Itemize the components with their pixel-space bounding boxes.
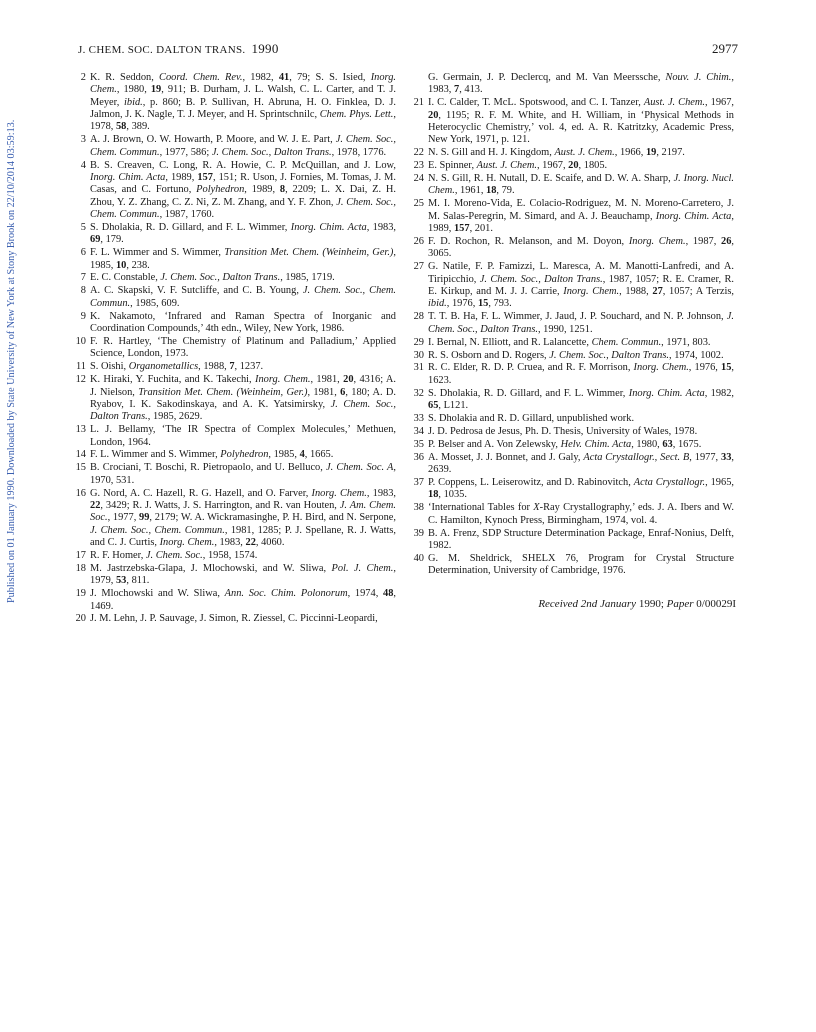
reference-number: 19 bbox=[75, 588, 86, 600]
reference-number: 15 bbox=[75, 462, 86, 474]
reference-text: N. S. Gill and H. J. Kingdom, Aust. J. Chem., 1966, 19, 2197. bbox=[428, 147, 685, 159]
reference-entry bbox=[75, 449, 396, 461]
reference-number: 37 bbox=[413, 477, 424, 489]
reference-entry bbox=[413, 438, 734, 451]
reference-text: A. J. Brown, O. W. Howarth, P. Moore, and W. J. E. Part, J. Chem. Soc., Chem. Commun., 1977, 586; J. Chem. Soc., Dalton Trans., 1978, 1776. bbox=[90, 134, 396, 158]
reference-text: F. R. Hartley, ‘The Chemistry of Platinum and Palladium,’ Applied Science, London, 1973. bbox=[90, 335, 396, 360]
paper-label: Paper bbox=[666, 598, 694, 610]
reference-entry bbox=[413, 311, 734, 336]
reference-number: 39 bbox=[413, 527, 424, 539]
reference-text: A. Mosset, J. J. Bonnet, and J. Galy, Acta Crystallogr., Sect. B, 1977, 33, 2639. bbox=[428, 451, 735, 476]
reference-number: 17 bbox=[75, 549, 86, 561]
reference-entry bbox=[413, 502, 734, 527]
reference-number: 22 bbox=[413, 147, 424, 159]
reference-entry bbox=[75, 361, 396, 373]
reference-number: 33 bbox=[413, 413, 424, 424]
reference-number: 12 bbox=[75, 374, 86, 386]
references-right-column bbox=[413, 72, 735, 578]
reference-entry bbox=[75, 335, 396, 361]
reference-number: 8 bbox=[80, 285, 86, 297]
reference-text: I. Bernal, N. Elliott, and R. Lalancette, Chem. Commun., 1971, 803. bbox=[428, 336, 711, 348]
reference-number: 2 bbox=[80, 72, 86, 83]
reference-text: J. Mlochowski and W. Sliwa, Ann. Soc. Chim. Polonorum, 1974, 48, 1469. bbox=[90, 588, 396, 612]
reference-text: J. D. Pedrosa de Jesus, Ph. D. Thesis, University of Wales, 1978. bbox=[428, 425, 698, 437]
reference-entry bbox=[413, 349, 734, 362]
reference-number: 3 bbox=[80, 134, 86, 146]
reference-text: B. Crociani, T. Boschi, R. Pietropaolo, and U. Belluco, J. Chem. Soc. A, 1970, 531. bbox=[90, 462, 396, 486]
page-number: 2977 bbox=[712, 41, 738, 56]
reference-entry bbox=[80, 272, 396, 284]
reference-entry bbox=[80, 311, 396, 336]
reference-number: 13 bbox=[75, 424, 86, 436]
reference-number: 18 bbox=[75, 562, 86, 574]
reference-entry bbox=[413, 413, 734, 425]
reference-number: 28 bbox=[413, 311, 424, 323]
reference-text: I. C. Calder, T. McL. Spotswood, and C. I. Tanzer, Aust. J. Chem., 1967, 20, 1195; R. F. M. White, and H. William, in ‘Physical Methods in Heterocyclic Chemistry,’ vol. 4, ed. A. R. Katritzky, Academic Press, New York, 1971, p. 121. bbox=[428, 97, 735, 146]
reference-entry bbox=[413, 236, 734, 261]
reference-text: M. I. Moreno-Vida, E. Colacio-Rodriguez, M. N. Moreno-Carretero, J. M. Salas-Peregrin, M. Simard, and A. J. Beauchamp, Inorg. Chim. Acta, 1989, 157, 201. bbox=[428, 198, 734, 235]
reference-text: E. C. Constable, J. Chem. Soc., Dalton Trans., 1985, 1719. bbox=[90, 272, 335, 284]
reference-text: P. Belser and A. Von Zelewsky, Helv. Chim. Acta, 1980, 63, 1675. bbox=[428, 438, 702, 450]
reference-entry bbox=[413, 451, 735, 477]
reference-entry bbox=[413, 97, 735, 146]
references-left-column bbox=[75, 72, 397, 626]
reference-text: L. J. Bellamy, ‘The IR Spectra of Complex Molecules,’ Methuen, London, 1964. bbox=[90, 424, 396, 448]
reference-number: 35 bbox=[413, 438, 424, 450]
reference-entry bbox=[75, 562, 396, 588]
reference-number: 30 bbox=[413, 349, 424, 361]
reference-number: 36 bbox=[413, 451, 424, 463]
reference-text: N. S. Gill, R. H. Nutall, D. E. Scaife, and D. W. A. Sharp, J. Inorg. Nucl. Chem., 1961, 18, 79. bbox=[428, 173, 734, 197]
reference-text: T. T. B. Ha, F. L. Wimmer, J. Jaud, J. P. Souchard, and N. P. Johnson, J. Chem. Soc., Dalton Trans., 1990, 1251. bbox=[428, 311, 734, 335]
reference-text: B. A. Frenz, SDP Structure Determination Package, Enraf-Nonius, Delft, 1982. bbox=[428, 527, 734, 551]
reference-text: J. M. Lehn, J. P. Sauvage, J. Simon, R. Ziessel, C. Piccinni-Leopardi, bbox=[90, 613, 378, 625]
received-year: 1990; bbox=[638, 598, 664, 610]
reference-number: 21 bbox=[413, 97, 424, 109]
reference-entry bbox=[80, 285, 396, 310]
reference-number: 31 bbox=[413, 362, 424, 374]
reference-entry bbox=[413, 362, 734, 387]
reference-entry bbox=[75, 462, 396, 487]
paper-id: 0/00029I bbox=[696, 598, 736, 610]
reference-text: A. C. Skapski, V. F. Sutcliffe, and C. B. Young, J. Chem. Soc., Chem. Commun., 1985, 609. bbox=[90, 285, 396, 309]
reference-number: 38 bbox=[413, 502, 424, 514]
reference-text: B. S. Creaven, C. Long, R. A. Howie, C. P. McQuillan, and J. Low, Inorg. Chim. Acta, 1989, 157, 151; R. Uson, J. Fornies, M. Tomas, J. M. Casas, and C. Fortuno, Polyhedron, 1989, 8, 2209; L. X. Dai, Z. H. Zhou, Y. Z. Zhang, C. Z. Ni, Z. M. Zhang, and Y. F. Zhon, J. Chem. Soc., Chem. Commun., 1987, 1760. bbox=[90, 159, 397, 220]
reference-entry bbox=[413, 477, 734, 502]
reference-number: 26 bbox=[413, 236, 424, 248]
reference-text: G. Germain, J. P. Declercq, and M. Van Meerssche, Nouv. J. Chim., 1983, 7, 413. bbox=[428, 72, 734, 96]
reference-entry bbox=[413, 198, 734, 235]
reference-entry bbox=[75, 549, 396, 562]
reference-number: 16 bbox=[75, 487, 86, 499]
reference-number: 4 bbox=[80, 159, 86, 171]
reference-text: F. L. Wimmer and S. Wimmer, Transition Met. Chem. (Weinheim, Ger.), 1985, 10, 238. bbox=[90, 247, 396, 271]
reference-number: 11 bbox=[75, 361, 86, 373]
reference-number: 29 bbox=[413, 336, 424, 348]
received-line bbox=[418, 598, 736, 610]
reference-text: S. Dholakia, R. D. Gillard, and F. L. Wimmer, Inorg. Chim. Acta, 1982, 65, L121. bbox=[428, 387, 734, 412]
reference-number: 10 bbox=[75, 335, 86, 347]
reference-number: 40 bbox=[413, 552, 424, 564]
reference-text: K. Hiraki, Y. Fuchita, and K. Takechi, Inorg. Chem., 1981, 20, 4316; A. J. Nielson, Transition Met. Chem. (Weinheim, Ger.), 1981, 6, 180; A. D. Ryabov, I. K. Sakodinskaya, and A. K. Yatsimirsky, J. Chem. Soc., Dalton Trans., 1985, 2629. bbox=[90, 374, 396, 423]
reference-text: S. Oishi, Organometallics, 1988, 7, 1237. bbox=[90, 361, 264, 373]
download-notice: Published on 01 January 1990. Downloaded by State University of New York at Stony Brook on 22/10/2014 03:59:13. bbox=[6, 120, 17, 604]
reference-entry bbox=[413, 160, 734, 172]
reference-number: 27 bbox=[413, 261, 424, 273]
reference-entry bbox=[75, 588, 396, 613]
reference-entry bbox=[413, 336, 734, 349]
reference-text: R. C. Elder, R. D. P. Cruea, and R. F. Morrison, Inorg. Chem., 1976, 15, 1623. bbox=[428, 362, 734, 386]
reference-text: R. F. Homer, J. Chem. Soc., 1958, 1574. bbox=[90, 549, 258, 561]
reference-text: F. L. Wimmer and S. Wimmer, Polyhedron, 1985, 4, 1665. bbox=[90, 449, 334, 461]
journal-name: J. CHEM. SOC. DALTON TRANS. bbox=[78, 44, 246, 56]
reference-entry bbox=[413, 173, 734, 198]
reference-text: F. D. Rochon, R. Melanson, and M. Doyon, Inorg. Chem., 1987, 26, 3065. bbox=[428, 236, 734, 260]
reference-text: P. Coppens, L. Leiserowitz, and D. Rabinovitch, Acta Crystallogr., 1965, 18, 1035. bbox=[428, 477, 734, 501]
journal-running-head bbox=[78, 41, 279, 57]
reference-text: S. Dholakia, R. D. Gillard, and F. L. Wimmer, Inorg. Chim. Acta, 1983, 69, 179. bbox=[90, 221, 396, 246]
reference-text: M. Jastrzebska-Glapa, J. Mlochowski, and W. Sliwa, Pol. J. Chem., 1979, 53, 811. bbox=[90, 562, 396, 587]
reference-entry bbox=[80, 247, 396, 272]
reference-entry bbox=[80, 72, 396, 134]
received-label: Received bbox=[538, 598, 579, 610]
reference-text: S. Dholakia and R. D. Gillard, unpublished work. bbox=[428, 413, 635, 424]
reference-number: 34 bbox=[413, 425, 424, 437]
reference-entry bbox=[413, 147, 734, 159]
reference-entry bbox=[75, 424, 396, 449]
reference-number: 25 bbox=[413, 198, 424, 210]
reference-entry bbox=[413, 425, 734, 438]
reference-number: 14 bbox=[75, 449, 86, 461]
reference-number: 32 bbox=[413, 387, 424, 399]
reference-text: K. Nakamoto, ‘Infrared and Raman Spectra of Inorganic and Coordination Compounds,’ 4th edn., Wiley, New York, 1986. bbox=[90, 310, 396, 335]
reference-text: G. M. Sheldrick, SHELX 76, Program for Crystal Structure Determination, University of Cambridge, 1976. bbox=[428, 552, 734, 577]
reference-entry bbox=[75, 613, 396, 625]
reference-text: K. R. Seddon, Coord. Chem. Rev., 1982, 41, 79; S. S. Isied, Inorg. Chem., 1980, 19, 911; B. Durham, J. L. Walsh, C. L. Carter, and T. J. Meyer, ibid., p. 860; B. P. Sullivan, H. Abruna, H. O. Finklea, D. J. Jalmon, J. K. Nagle, T. J. Meyer, and H. Sprintschnilc, Chem. Phys. Lett., 1978, 58, 389. bbox=[90, 72, 397, 133]
reference-entry bbox=[80, 134, 396, 159]
reference-number: 9 bbox=[80, 310, 86, 322]
reference-entry bbox=[80, 160, 396, 222]
reference-number: 6 bbox=[80, 247, 86, 259]
reference-text: ‘International Tables for X-Ray Crystallography,’ eds. J. A. Ibers and W. C. Hamilton, Kynoch Press, Birmingham, 1974, vol. 4. bbox=[428, 502, 734, 526]
reference-text: G. Nord, A. C. Hazell, R. G. Hazell, and O. Farver, Inorg. Chem., 1983, 22, 3429; R. J. Watts, J. S. Harrington, and R. van Houten, J. Am. Chem. Soc., 1977, 99, 2179; W. A. Wickramasinghe, P. H. Bird, and N. Serpone, J. Chem. Soc., Chem. Commun., 1981, 1285; P. J. Spellane, R. J. Watts, and C. J. Curtis, Inorg. Chem., 1983, 22, 4060. bbox=[90, 487, 396, 549]
reference-entry bbox=[80, 222, 396, 247]
reference-entry bbox=[413, 527, 734, 553]
reference-entry bbox=[413, 552, 734, 578]
reference-number: 23 bbox=[413, 160, 424, 172]
reference-text: E. Spinner, Aust. J. Chem., 1967, 20, 1805. bbox=[428, 160, 608, 172]
reference-entry bbox=[413, 261, 735, 310]
reference-entry bbox=[75, 374, 396, 423]
reference-entry bbox=[413, 387, 734, 413]
reference-text: G. Natile, F. P. Famizzi, L. Maresca, A. M. Manotti-Lanfredi, and A. Tiripicchio, J. Chem. Soc., Dalton Trans., 1987, 1057; R. E. Cramer, R. E. Kirkup, and M. J. J. Carrie, Inorg. Chem., 1988, 27, 1057; A Terzis, ibid., 1976, 15, 793. bbox=[428, 261, 735, 310]
reference-number: 24 bbox=[413, 173, 424, 185]
reference-text: R. S. Osborn and D. Rogers, J. Chem. Soc., Dalton Trans., 1974, 1002. bbox=[428, 349, 724, 361]
reference-number: 5 bbox=[80, 221, 86, 233]
reference-number: 7 bbox=[80, 272, 86, 284]
reference-number: 20 bbox=[75, 613, 86, 625]
reference-entry bbox=[75, 487, 396, 550]
received-date: 2nd January bbox=[580, 598, 637, 610]
page-header bbox=[78, 41, 738, 61]
journal-year: 1990 bbox=[251, 41, 279, 56]
reference-entry bbox=[418, 72, 734, 97]
